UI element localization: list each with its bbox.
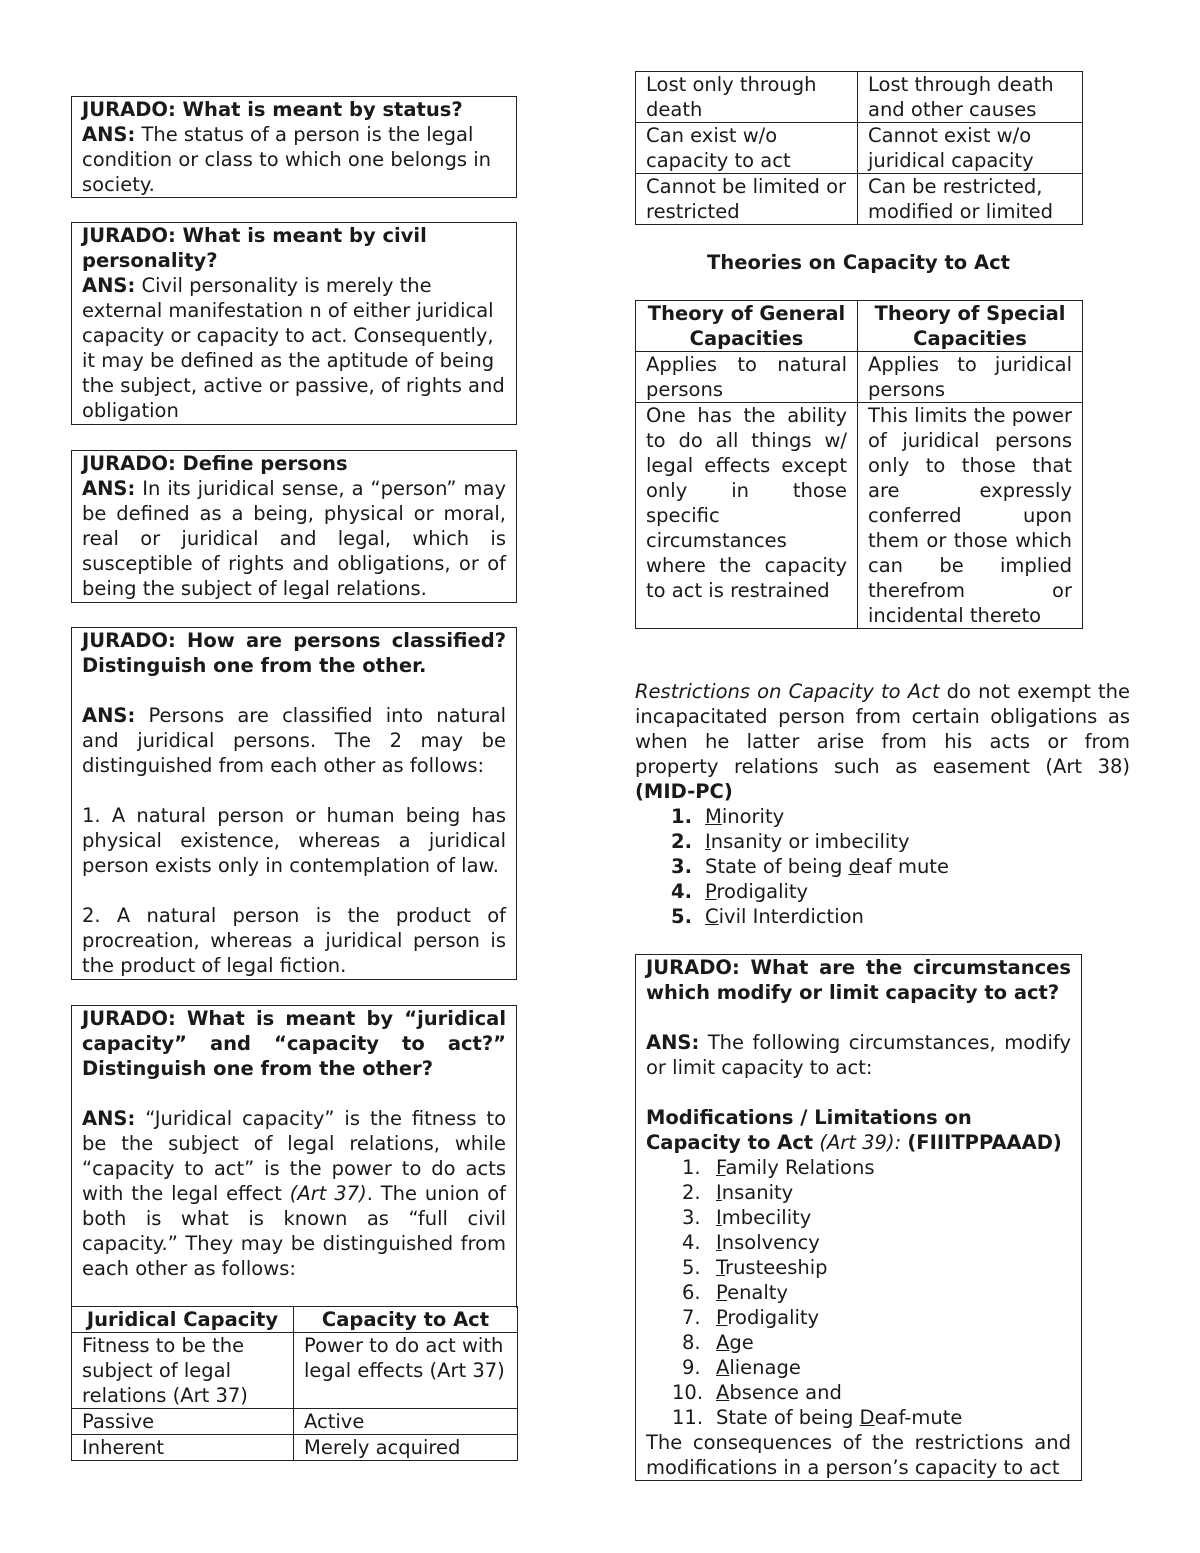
list-item: 5. Civil Interdiction bbox=[671, 905, 864, 928]
table-cell: Can be restricted, modified or limited bbox=[858, 174, 1083, 225]
table-row bbox=[636, 403, 1083, 629]
table-cell: Lost through death and other causes bbox=[858, 72, 1083, 123]
list-item: 9. Alienage bbox=[682, 1356, 801, 1379]
table-header: Theory of Special Capacities bbox=[858, 301, 1083, 352]
table-cell: Passive bbox=[72, 1409, 294, 1435]
qa-box-civil-personality bbox=[71, 222, 517, 425]
table-cell: Cannot exist w/o juridical capacity bbox=[858, 123, 1083, 174]
table-row bbox=[636, 174, 1083, 225]
table-cell: Inherent bbox=[72, 1435, 294, 1461]
list-item: 1. Minority bbox=[671, 805, 785, 828]
qa-box-define-persons bbox=[71, 450, 517, 603]
theories-table bbox=[635, 300, 1083, 629]
qa-box-juridical-capacity bbox=[71, 1005, 517, 1308]
list-item: 4. Insolvency bbox=[682, 1231, 820, 1254]
table-cell: Applies to juridical persons bbox=[858, 352, 1083, 403]
modifications-heading: Modifications / Limitations on Capacity to Act (Art 39): (FIIITPPAAAD) bbox=[646, 1106, 1062, 1154]
answer-modifications: ANS: The following circumstances, modify or limit capacity to act: bbox=[646, 1031, 1071, 1079]
answer-define-persons: ANS: In its juridical sense, a “person” may be defined as a being, physical or moral, real or juridical and legal, which is susceptible of rights and obligations, or of being the subject of legal relations. bbox=[82, 477, 506, 600]
table-cell: Applies to natural persons bbox=[636, 352, 858, 403]
table-cell: Fitness to be the subject of legal relations (Art 37) bbox=[72, 1333, 294, 1409]
table-header: Theory of General Capacities bbox=[636, 301, 858, 352]
restrictions-paragraph: Restrictions on Capacity to Act do not exempt the incapacitated person from certain obligations as when he latter arise from his acts or from property relations such as easement (Art 38) (MID-PC) bbox=[635, 680, 1131, 803]
table-cell: This limits the power of juridical persons only to those that are expressly conferred upon them or those which can be implied therefrom or incidental thereto bbox=[858, 403, 1083, 629]
classification-point-2: 2. A natural person is the product of procreation, whereas a juridical person is the product of legal fiction. bbox=[82, 904, 506, 977]
table-row bbox=[636, 352, 1083, 403]
list-item: 11. State of being Deaf-mute bbox=[672, 1406, 963, 1429]
list-item: 3. State of being deaf mute bbox=[671, 855, 949, 878]
table-header: Capacity to Act bbox=[294, 1307, 518, 1333]
capacity-continuation-table bbox=[635, 71, 1083, 225]
list-item: 1. Family Relations bbox=[682, 1156, 875, 1179]
table-cell: Power to do act with legal effects (Art 37) bbox=[294, 1333, 518, 1409]
table-cell: One has the ability to do all things w/ legal effects except only in those specific circumstances where the capacity to act is restrained bbox=[636, 403, 858, 629]
question-status: JURADO: What is meant by status? bbox=[82, 98, 463, 121]
answer-classification: ANS: Persons are classified into natural and juridical persons. The 2 may be distinguished from each other as follows: bbox=[82, 704, 506, 777]
restrictions-section bbox=[635, 679, 1130, 929]
theories-heading: Theories on Capacity to Act bbox=[707, 251, 1010, 274]
question-define-persons: JURADO: Define persons bbox=[82, 452, 348, 475]
list-item: 6. Penalty bbox=[682, 1281, 788, 1304]
list-item: 5. Trusteeship bbox=[682, 1256, 828, 1279]
table-cell: Can exist w/o capacity to act bbox=[636, 123, 858, 174]
capacity-comparison-table bbox=[71, 1306, 518, 1461]
question-modifications: JURADO: What are the circumstances which modify or limit capacity to act? bbox=[646, 956, 1071, 1004]
table-header: Juridical Capacity bbox=[72, 1307, 294, 1333]
table-row bbox=[72, 1409, 518, 1435]
answer-juridical-capacity: ANS: “Juridical capacity” is the fitness to be the subject of legal relations, while “capacity to act” is the power to do acts with the legal effect (Art 37). The union of both is what is known as “full civil capacity.” They may be distinguished from each other as follows: bbox=[82, 1107, 506, 1280]
qa-box-modifications bbox=[635, 954, 1082, 1481]
classification-point-1: 1. A natural person or human being has physical existence, whereas a juridical person exists only in contemplation of law. bbox=[82, 804, 506, 877]
list-item: 7. Prodigality bbox=[682, 1306, 820, 1329]
list-item: 3. Imbecility bbox=[682, 1206, 812, 1229]
table-cell: Merely acquired bbox=[294, 1435, 518, 1461]
modifications-closing: The consequences of the restrictions and modifications in a person’s capacity to act bbox=[646, 1431, 1071, 1479]
restrictions-list bbox=[635, 804, 1130, 929]
list-item: 2. Insanity or imbecility bbox=[671, 830, 910, 853]
table-row bbox=[72, 1333, 518, 1409]
answer-status: ANS: The status of a person is the legal condition or class to which one belongs in society. bbox=[82, 123, 491, 196]
table-row bbox=[72, 1435, 518, 1461]
question-juridical-capacity: JURADO: What is meant by “juridical capacity” and “capacity to act?” Distinguish one from the other? bbox=[82, 1007, 506, 1080]
table-cell: Cannot be limited or restricted bbox=[636, 174, 858, 225]
list-item: 4. Prodigality bbox=[671, 880, 809, 903]
question-classification: JURADO: How are persons classified? Distinguish one from the other. bbox=[82, 629, 506, 677]
table-cell: Lost only through death bbox=[636, 72, 858, 123]
table-row bbox=[636, 72, 1083, 123]
list-item: 10. Absence and bbox=[672, 1381, 842, 1404]
answer-civil-personality: ANS: Civil personality is merely the external manifestation n of either juridical capacity or capacity to act. Consequently, it may be defined as the aptitude of being the subject, active or passive, of rights and obligation bbox=[82, 274, 505, 422]
list-item: 2. Insanity bbox=[682, 1181, 794, 1204]
modifications-list bbox=[646, 1155, 1071, 1430]
qa-box-status bbox=[71, 96, 517, 198]
table-cell: Active bbox=[294, 1409, 518, 1435]
list-item: 8. Age bbox=[682, 1331, 754, 1354]
qa-box-classification bbox=[71, 627, 517, 980]
table-row bbox=[636, 123, 1083, 174]
question-civil-personality: JURADO: What is meant by civil personality? bbox=[82, 224, 427, 272]
